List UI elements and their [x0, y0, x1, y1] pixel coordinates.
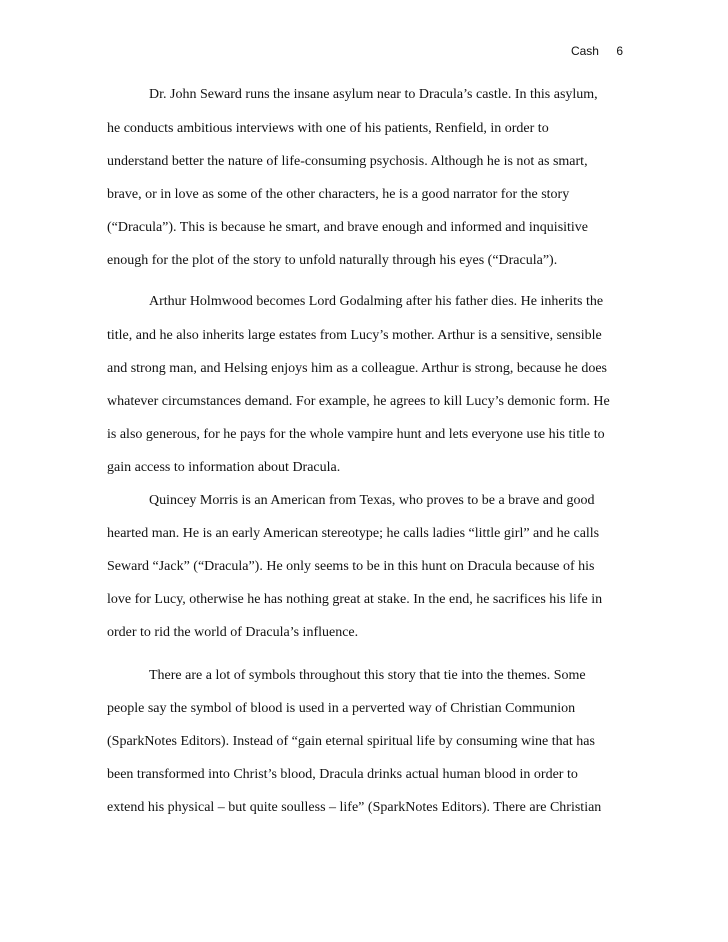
paragraph-1-line: he conducts ambitious interviews with one of his patients, Renfield, in order to [107, 121, 549, 136]
paragraph-4-line: people say the symbol of blood is used in a perverted way of Christian Communion [107, 701, 576, 716]
paragraph-3-line: Quincey Morris is an American from Texas, who proves to be a brave and good [149, 493, 595, 508]
paragraph-1-line: brave, or in love as some of the other characters, he is a good narrator for the story [107, 187, 570, 202]
paragraph-4-line: There are a lot of symbols throughout this story that tie into the themes. Some [149, 668, 586, 683]
paragraph-1-line: (“Dracula”). This is because he smart, and brave enough and informed and inquisitive [107, 220, 589, 235]
paragraph-4-line: been transformed into Christ’s blood, Dracula drinks actual human blood in order to [107, 767, 578, 782]
running-header [571, 44, 623, 58]
paragraph-3-line: order to rid the world of Dracula’s influence. [107, 625, 359, 640]
paragraph-1-line: Dr. John Seward runs the insane asylum near to Dracula’s castle. In this asylum, [149, 87, 598, 102]
paragraph-4-line: (SparkNotes Editors). Instead of “gain eternal spiritual life by consuming wine that has [107, 734, 595, 749]
paragraph-2-line: title, and he also inherits large estates from Lucy’s mother. Arthur is a sensitive, sensible [107, 328, 602, 343]
paragraph-2-line: whatever circumstances demand. For example, he agrees to kill Lucy’s demonic form. He [107, 394, 610, 409]
paragraph-1-line: understand better the nature of life-consuming psychosis. Although he is not as smart, [107, 154, 588, 169]
paragraph-2-line: gain access to information about Dracula. [107, 460, 341, 475]
paragraph-4-line: extend his physical – but quite soulless – life” (SparkNotes Editors). There are Christian [107, 800, 602, 815]
paragraph-2-line: Arthur Holmwood becomes Lord Godalming after his father dies. He inherits the [149, 294, 604, 309]
paragraph-3-line: love for Lucy, otherwise he has nothing great at stake. In the end, he sacrifices his life in [107, 592, 603, 607]
page-number: 6 [616, 44, 623, 58]
header-surname: Cash [570, 44, 599, 58]
paragraph-1-line: enough for the plot of the story to unfold naturally through his eyes (“Dracula”). [107, 253, 558, 268]
paragraph-2-line: is also generous, for he pays for the whole vampire hunt and lets everyone use his title to [107, 427, 605, 442]
paragraph-3-line: hearted man. He is an early American stereotype; he calls ladies “little girl” and he calls [107, 526, 600, 541]
paragraph-3-line: Seward “Jack” (“Dracula”). He only seems to be in this hunt on Dracula because of his [107, 559, 595, 574]
paragraph-2-line: and strong man, and Helsing enjoys him as a colleague. Arthur is strong, because he does [107, 361, 607, 376]
